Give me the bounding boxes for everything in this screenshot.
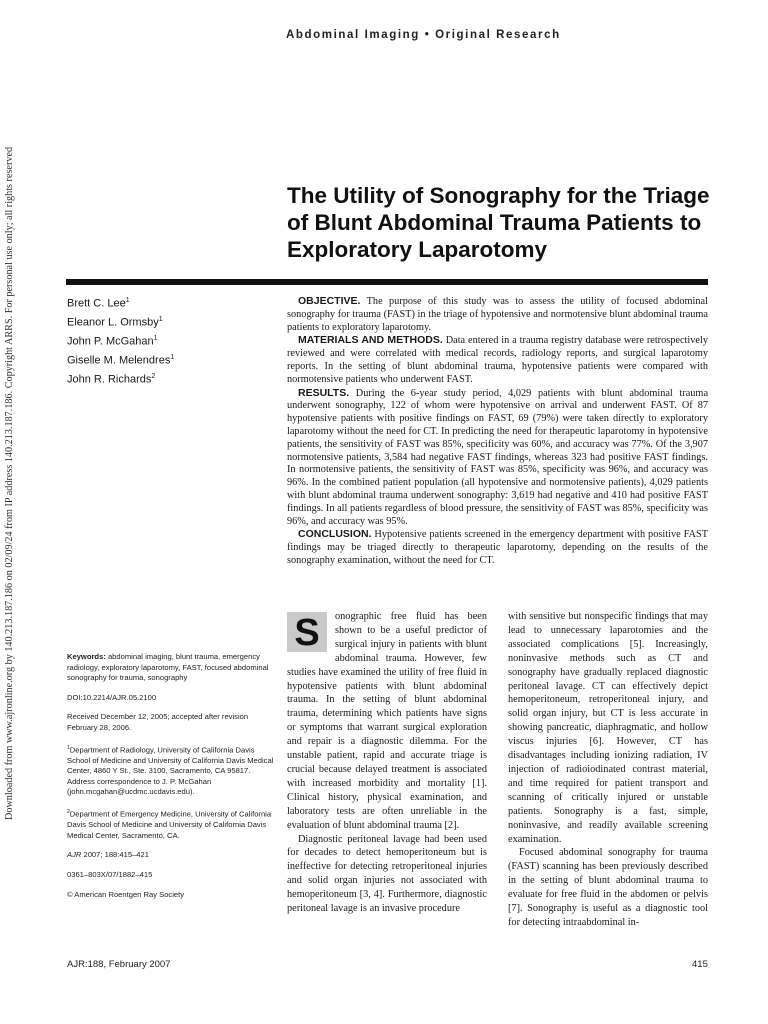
author: Giselle M. Melendres$^1$ bbox=[67, 353, 175, 367]
abstract bbox=[287, 295, 708, 568]
abstract-conclusion: CONCLUSION. Hypotensive patients screened in the emergency department with positive FAST findings may be triaged directly to therapeutic laparotomy, depending on the results of the sonography examination, without the need for CT. bbox=[287, 528, 708, 566]
author: Brett C. Lee$^1$ bbox=[67, 297, 130, 310]
affiliation-1: $^1$Department of Radiology, University of California Davis School of Medicine and University of California Davis Medical Center, 4860 Y St., Ste. 3100, Sacramento, CA 95817. Address correspondence to J. P. McGahan (john.mcgahan@ucdmc.ucdavis.edu). bbox=[67, 744, 274, 797]
body-paragraph: with sensitive but nonspecific findings that may lead to unnecessary laparotomies and the associated complications [5]. Increasingly, noninvasive methods such as CT and sonography have gradually replaced diagnostic peritoneal lavage. CT can effectively depict hemoperitoneum, retroperitoneal injury, and solid organ injury, but CT is less accurate in showing pancreatic, diaphragmatic, and hollow viscus injuries [6]. However, CT has disadvantages including ionizing radiation, IV injection of radioiodinated contrast material, and time required for patient transport and scanning of critically injured or unstable patients. Sonography is a fast, simple, noninvasive, and readily available screening examination. bbox=[508, 611, 708, 845]
author: John R. Richards$^2$ bbox=[67, 372, 156, 386]
issn: 0361–803X/07/1882–415 bbox=[67, 869, 153, 879]
body-paragraph: S onographic free fluid has been shown to be a useful predictor of surgical injury in patients with blunt abdominal trauma. However, few studies have examined the utility of free fluid in hypotensive patients with blunt abdominal trauma. In the setting of blunt abdominal trauma, determining which patients have signs or symptoms that warrant surgical exploration and repair is a diagnostic dilemma. For the unstable patient, rapid and accurate triage is crucial because delayed treatment is associated with increased morbidity and mortality [1]. Clinical history, physical examination, and laboratory tests are often unreliable in the evaluation of blunt abdominal trauma [2]. bbox=[287, 611, 487, 831]
doi: DOI:10.2214/AJR.05.2100 bbox=[67, 692, 157, 702]
citation: AJR 2007; 188:415–421 bbox=[67, 850, 149, 860]
keywords: Keywords: abdominal imaging, blunt trauma, emergency radiology, exploratory laparotomy, FAST, focused abdominal sonography for trauma, sonography bbox=[67, 652, 269, 683]
copyright: © American Roentgen Ray Society bbox=[67, 889, 185, 899]
body-column-2 bbox=[508, 610, 708, 930]
author: John P. McGahan$^1$ bbox=[67, 334, 158, 348]
abstract-results: RESULTS. During the 6-year study period, 4,029 patients with blunt abdominal trauma underwent sonography, 122 of whom were hypotensive on arrival and underwent FAST. Of 87 hypotensive patients with positive findings on FAST, 69 (79%) were taken directly to exploratory laparotomy without the need for CT. In predicting the need for therapeutic laparotomy in hypotensive patients, the sensitivity of FAST was 85%, specificity was 60%, and accuracy was 77%. Of the 3,907 normotensive patients, 3,584 had negative FAST findings, whereas 323 had positive FAST findings. In normotensive patients, the sensitivity of FAST was 85%, specificity was 96%, and accuracy was 96%. In the combined patient population (all hypotensive and normotensive patients), 4,029 patients with blunt abdominal trauma underwent sonography: 3,619 had negative and 410 had positive FAST findings. In all patients regardless of blood pressure, the sensitivity of FAST was 85%, specificity was 96%, and accuracy was 95%. bbox=[287, 386, 709, 527]
abstract-objective: OBJECTIVE. The purpose of this study was to assess the utility of focused abdominal sonography for trauma (FAST) in the triage of hypotensive and normotensive blunt abdominal trauma patients to exploratory laparotomy. bbox=[287, 295, 708, 333]
body-paragraph: Focused abdominal sonography for trauma (FAST) scanning has been previously described in the setting of blunt abdominal trauma to evaluate for free fluid in the abdomen or pelvis [7]. Sonography is useful as a diagnostic tool for detecting intraabdominal in- bbox=[508, 847, 708, 928]
article-metadata bbox=[67, 652, 277, 909]
author: Eleanor L. Ormsby$^1$ bbox=[67, 315, 163, 329]
abstract-methods: MATERIALS AND METHODS. Data entered in a trauma registry database were retrospectively reviewed and were correlated with medical records, radiology reports, and surgical laparotomy reports. In the setting of blunt abdominal trauma, hypotensive patients were compared with normotensive patients who underwent FAST. bbox=[287, 334, 708, 385]
body-column-1 bbox=[287, 610, 487, 916]
body-paragraph: Diagnostic peritoneal lavage had been used for decades to detect hemoperitoneum but is ineffective for detecting retroperitoneal injuries and solid organ injuries not associated with hemoperitoneum [3, 4]. Furthermore, diagnostic peritoneal lavage is an invasive procedure bbox=[287, 833, 487, 915]
received-date: Received December 12, 2005; accepted after revision February 28, 2006. bbox=[67, 712, 249, 732]
page-number: 415 bbox=[692, 959, 708, 970]
footer-journal: AJR:188, February 2007 bbox=[67, 959, 171, 970]
running-head: Abdominal Imaging • Original Research bbox=[286, 29, 561, 41]
download-notice: Downloaded from www.ajronline.org by 140.213.187.186 on 02/09/24 from IP address 140.213.187.186. Copyright ARRS. For personal use only; all rights reserved bbox=[4, 146, 15, 820]
affiliation-2: $^2$Department of Emergency Medicine, University of California Davis School of Medicine and University of California Davis Medical Center, Sacramento, CA. bbox=[67, 809, 272, 840]
article-title: The Utility of Sonography for the Triage of Blunt Abdominal Trauma Patients to Exploratory Laparotomy bbox=[287, 183, 710, 262]
title-rule bbox=[66, 279, 708, 285]
drop-cap: S bbox=[287, 612, 327, 652]
author-list bbox=[67, 293, 277, 388]
